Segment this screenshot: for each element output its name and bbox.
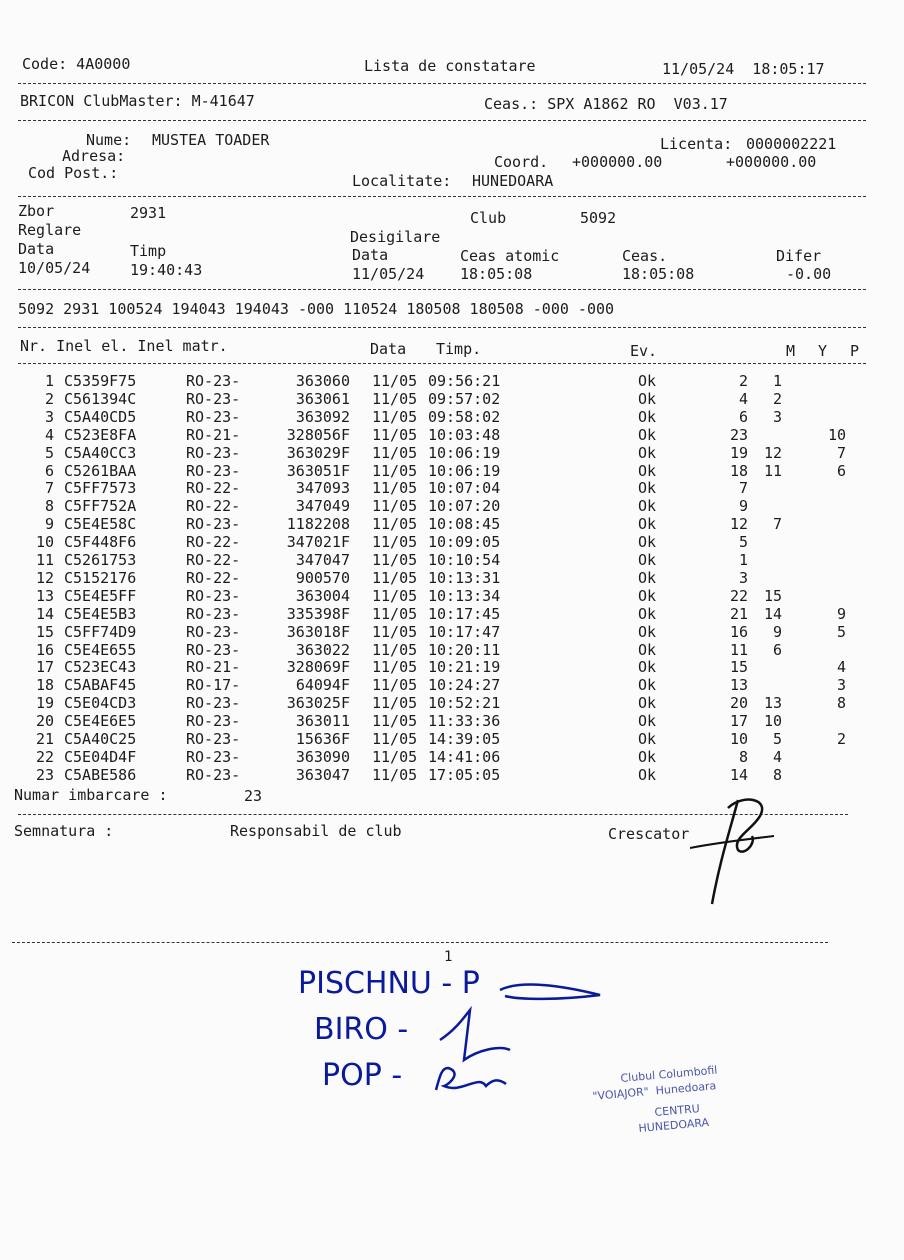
stamp-line-1: Clubul Columbofil [620,1063,718,1085]
arrival-date: 11/05 [372,568,418,587]
flight-code-line: 5092 2931 100524 194043 194043 -000 110524 180508 180508 -000 -000 [18,300,615,318]
arrival-time: 10:17:45 [428,604,501,623]
ring-series: RO-23- [186,407,241,426]
arrival-time: 10:03:48 [428,425,501,444]
event-status: Ok [638,658,657,677]
electronic-ring: C5E04D4F [64,747,137,766]
rank-y: 6 [772,640,782,659]
rank-m: 5 [738,533,748,552]
count-label: Numar imbarcare : [14,786,168,804]
semnatura-label: Semnatura : [14,822,114,840]
ring-series: RO-23- [186,747,241,766]
desigilare-date: 11/05/24 [352,265,425,283]
ring-series: RO-22- [186,497,241,516]
electronic-ring: C5E4E655 [64,640,137,659]
rank-p: 7 [836,443,846,462]
arrival-date: 11/05 [372,747,418,766]
arrival-date: 11/05 [372,712,418,731]
difer-value: -0.00 [786,265,832,283]
arrival-date: 11/05 [372,765,418,784]
event-status: Ok [638,730,657,748]
ring-series: RO-22- [186,533,241,552]
rank-p: 6 [836,461,846,480]
ring-number: 363047 [295,765,350,784]
ring-number: 363051F [286,461,350,480]
ring-series: RO-17- [186,676,241,695]
arrival-time: 14:39:05 [428,730,501,748]
event-status: Ok [638,533,657,552]
rank-m: 12 [729,515,748,534]
row-number: 8 [44,497,54,516]
arrival-date: 11/05 [372,694,418,713]
event-status: Ok [638,676,657,695]
event-status: Ok [638,765,657,784]
rank-m: 6 [738,407,748,426]
row-number: 17 [35,658,54,677]
rank-m: 22 [729,586,748,605]
rank-m: 23 [729,425,748,444]
row-number: 13 [35,586,54,605]
ring-series: RO-23- [186,712,241,731]
event-status: Ok [638,461,657,480]
arrival-date: 11/05 [372,676,418,695]
data2-label: Data [352,246,389,264]
ring-number: 328056F [286,425,350,444]
table-header-timp: Timp. [436,340,482,358]
event-status: Ok [638,389,657,408]
locality-label: Localitate: [352,172,452,190]
row-number: 23 [35,765,54,784]
ring-series: RO-23- [186,389,241,408]
arrival-date: 11/05 [372,658,418,677]
ring-series: RO-23- [186,461,241,480]
arrival-date: 11/05 [372,730,418,748]
ring-number: 1182208 [286,515,350,534]
row-number: 12 [35,568,54,587]
ring-number: 363022 [295,640,350,659]
arrival-date: 11/05 [372,604,418,623]
ring-number: 15636F [295,730,350,748]
event-status: Ok [638,694,657,713]
electronic-ring: C5A40C25 [64,730,137,748]
event-status: Ok [638,712,657,731]
electronic-ring: C5359F75 [64,372,137,390]
rank-y: 10 [763,712,782,731]
postcode-label: Cod Post.: [28,164,119,182]
row-number: 5 [44,443,54,462]
arrival-time: 10:07:04 [428,479,501,498]
coord-lat: +000000.00 [572,153,663,171]
ring-number: 347021F [286,533,350,552]
ring-series: RO-22- [186,479,241,498]
handwritten-line-2: BIRO - [314,1012,409,1047]
stamp-line-4: HUNEDOARA [638,1115,710,1135]
ring-number: 363092 [295,407,350,426]
arrival-time: 10:21:19 [428,658,501,677]
arrival-time: 10:13:31 [428,568,501,587]
electronic-ring: C5E04CD3 [64,694,137,713]
ring-series: RO-23- [186,730,241,748]
rank-y: 14 [763,604,782,623]
rank-m: 4 [738,389,748,408]
address-label: Adresa: [62,147,126,165]
electronic-ring: C5FF74D9 [64,622,137,641]
electronic-ring: C5A40CD5 [64,407,137,426]
rank-m: 8 [738,747,748,766]
table-header-p: P [850,342,860,360]
rank-m: 14 [729,765,748,784]
page-number: 1 [444,949,453,965]
row-number: 21 [35,730,54,748]
arrival-date: 11/05 [372,551,418,569]
rank-p: 5 [836,622,846,641]
club-value: 5092 [580,209,617,227]
row-number: 22 [35,747,54,766]
row-number: 3 [44,407,54,426]
rank-m: 13 [729,676,748,695]
print-datetime: 11/05/24 18:05:17 [662,60,825,78]
rank-m: 19 [729,443,748,462]
event-status: Ok [638,407,657,426]
electronic-ring: C5261BAA [64,461,137,480]
licence-value: 0000002221 [746,135,837,153]
responsabil-label: Responsabil de club [230,822,402,840]
arrival-date: 11/05 [372,461,418,480]
zbor-label: Zbor [18,202,55,220]
row-number: 7 [44,479,54,498]
ring-number: 363060 [295,372,350,390]
event-status: Ok [638,568,657,587]
arrival-time: 10:20:11 [428,640,501,659]
rank-m: 21 [729,604,748,623]
rank-y: 15 [763,586,782,605]
event-status: Ok [638,640,657,659]
rank-m: 16 [729,622,748,641]
event-status: Ok [638,479,657,498]
arrival-date: 11/05 [372,479,418,498]
event-status: Ok [638,551,657,569]
reglare-label: Reglare [18,221,82,239]
electronic-ring: C5A40CC3 [64,443,137,462]
timp-label: Timp [130,242,167,260]
electronic-ring: C523E8FA [64,425,137,444]
rank-y: 4 [772,747,782,766]
ring-number: 347047 [295,551,350,569]
crescator-label: Crescator [608,825,690,843]
table-header-y: Y [818,342,828,360]
licence-label: Licenta: [660,135,733,153]
rank-m: 9 [738,497,748,516]
electronic-ring: C5E4E58C [64,515,137,534]
row-number: 14 [35,604,54,623]
electronic-ring: C5ABAF45 [64,676,137,695]
row-number: 20 [35,712,54,731]
arrival-time: 10:52:21 [428,694,501,713]
rank-p: 4 [836,658,846,677]
ring-series: RO-23- [186,640,241,659]
row-number: 9 [44,515,54,534]
row-number: 10 [35,533,54,552]
reglare-time: 19:40:43 [130,261,203,279]
rank-m: 1 [738,551,748,569]
ring-number: 328069F [286,658,350,677]
name-value: MUSTEA TOADER [152,131,270,149]
event-status: Ok [638,747,657,766]
rank-m: 17 [729,712,748,731]
arrival-date: 11/05 [372,586,418,605]
event-status: Ok [638,443,657,462]
table-header-m: M [786,342,796,360]
arrival-date: 11/05 [372,622,418,641]
ceas-label: Ceas. [622,247,668,265]
rank-y: 3 [772,407,782,426]
desigilare-atomic: 18:05:08 [460,265,533,283]
ring-series: RO-23- [186,622,241,641]
arrival-time: 11:33:36 [428,712,501,731]
row-number: 16 [35,640,54,659]
ring-series: RO-21- [186,425,241,444]
rank-m: 7 [738,479,748,498]
electronic-ring: C561394C [64,389,137,408]
ring-number: 363025F [286,694,350,713]
row-number: 2 [44,389,54,408]
row-number: 15 [35,622,54,641]
arrival-time: 10:08:45 [428,515,501,534]
stamp-line-3: CENTRU [654,1102,701,1119]
coord-lon: +000000.00 [726,153,817,171]
difer-label: Difer [776,247,822,265]
arrival-date: 11/05 [372,533,418,552]
handwritten-line-3: POP - [322,1058,403,1093]
table-header-nr: Nr. Inel el. Inel matr. [20,337,228,355]
arrival-date: 11/05 [372,389,418,408]
arrival-time: 10:17:47 [428,622,501,641]
rank-y: 8 [772,765,782,784]
rank-y: 9 [772,622,782,641]
row-number: 18 [35,676,54,695]
arrival-time: 14:41:06 [428,747,501,766]
row-number: 19 [35,694,54,713]
electronic-ring: C5E4E5FF [64,586,137,605]
row-number: 6 [44,461,54,480]
arrival-time: 09:58:02 [428,407,501,426]
device-model: BRICON ClubMaster: M-41647 [20,92,255,110]
rank-m: 18 [729,461,748,480]
rank-p: 8 [836,694,846,713]
ring-number: 363011 [295,712,350,731]
rank-y: 13 [763,694,782,713]
event-status: Ok [638,604,657,623]
ring-series: RO-23- [186,604,241,623]
ring-number: 64094F [295,676,350,695]
rank-m: 20 [729,694,748,713]
electronic-ring: C523EC43 [64,658,137,677]
arrival-date: 11/05 [372,497,418,516]
arrival-date: 11/05 [372,407,418,426]
ring-series: RO-23- [186,515,241,534]
arrival-date: 11/05 [372,372,418,390]
event-status: Ok [638,372,657,390]
rank-y: 5 [772,730,782,748]
rank-p: 10 [827,425,846,444]
reglare-date: 10/05/24 [18,259,91,277]
ring-series: RO-22- [186,568,241,587]
electronic-ring: C5FF7573 [64,479,137,498]
arrival-time: 10:06:19 [428,443,501,462]
stamp-line-2: "VOIAJOR" Hunedoara [592,1079,717,1103]
arrival-time: 10:13:34 [428,586,501,605]
arrival-time: 09:57:02 [428,389,501,408]
ring-series: RO-23- [186,372,241,390]
rank-p: 9 [836,604,846,623]
ring-series: RO-23- [186,586,241,605]
rank-m: 11 [729,640,748,659]
row-number: 4 [44,425,54,444]
ring-number: 335398F [286,604,350,623]
club-label: Club [470,209,507,227]
ring-number: 363061 [295,389,350,408]
event-status: Ok [638,586,657,605]
arrival-time: 17:05:05 [428,765,501,784]
electronic-ring: C5F448F6 [64,533,137,552]
arrival-time: 10:24:27 [428,676,501,695]
rank-y: 11 [763,461,782,480]
table-header-ev: Ev. [630,342,658,360]
ceas-atomic-label: Ceas atomic [460,247,560,265]
row-number: 1 [44,372,54,390]
arrival-time: 10:06:19 [428,461,501,480]
row-number: 11 [35,551,54,569]
rank-p: 2 [836,730,846,748]
rank-y: 1 [772,372,782,390]
ring-series: RO-23- [186,694,241,713]
arrival-time: 09:56:21 [428,372,501,390]
ring-number: 347049 [295,497,350,516]
event-status: Ok [638,497,657,516]
ring-number: 900570 [295,568,350,587]
event-status: Ok [638,622,657,641]
arrival-time: 10:07:20 [428,497,501,516]
electronic-ring: C5152176 [64,568,137,587]
zbor-value: 2931 [130,204,167,222]
rank-m: 3 [738,568,748,587]
electronic-ring: C5261753 [64,551,137,569]
count-value: 23 [244,787,263,805]
ring-series: RO-23- [186,443,241,462]
rank-m: 2 [738,372,748,390]
ring-number: 363029F [286,443,350,462]
rank-m: 15 [729,658,748,677]
arrival-date: 11/05 [372,640,418,659]
electronic-ring: C5E4E6E5 [64,712,137,731]
table-header-data: Data [370,340,407,358]
rank-y: 2 [772,389,782,408]
ring-number: 363090 [295,747,350,766]
code-label: Code: 4A0000 [22,55,131,73]
ring-number: 363018F [286,622,350,641]
name-label: Nume: [86,131,132,149]
locality-value: HUNEDOARA [472,172,554,190]
document-title: Lista de constatare [364,57,536,75]
coord-label: Coord. [494,153,549,171]
ring-series: RO-21- [186,658,241,677]
arrival-time: 10:10:54 [428,551,501,569]
handwritten-line-1: PISCHNU - P [298,966,480,1001]
ring-number: 347093 [295,479,350,498]
rank-y: 7 [772,515,782,534]
desigilare-ceas: 18:05:08 [622,265,695,283]
rank-p: 3 [836,676,846,695]
data-label: Data [18,240,55,258]
arrival-date: 11/05 [372,425,418,444]
electronic-ring: C5E4E5B3 [64,604,137,623]
rank-m: 10 [729,730,748,748]
ring-series: RO-22- [186,551,241,569]
rank-y: 12 [763,443,782,462]
arrival-date: 11/05 [372,443,418,462]
clock-model: Ceas.: SPX A1862 RO V03.17 [484,95,728,113]
desigilare-label: Desigilare [350,228,441,246]
ring-series: RO-23- [186,765,241,784]
event-status: Ok [638,425,657,444]
ring-number: 363004 [295,586,350,605]
arrival-time: 10:09:05 [428,533,501,552]
arrival-date: 11/05 [372,515,418,534]
electronic-ring: C5ABE586 [64,765,137,784]
event-status: Ok [638,515,657,534]
electronic-ring: C5FF752A [64,497,137,516]
